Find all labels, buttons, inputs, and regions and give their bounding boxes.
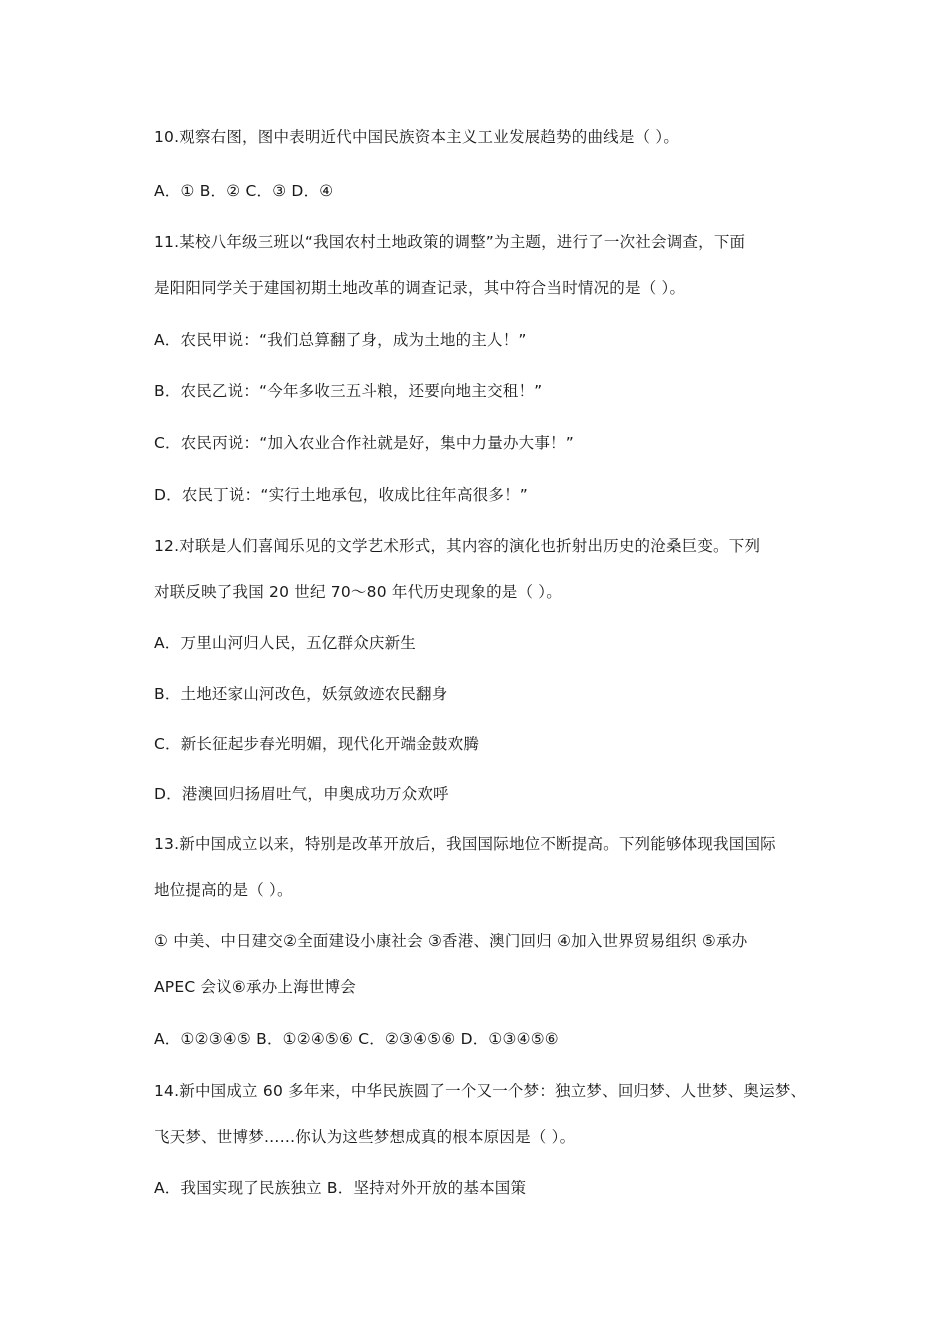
question-11-stem-line-1: 11.某校八年级三班以“我国农村土地政策的调整”为主题，进行了一次社会调查，下面: [154, 233, 746, 251]
question-11-stem-line-2: 是阳阳同学关于建国初期土地改革的调查记录，其中符合当时情况的是（ ）。: [154, 279, 686, 297]
question-13-stem-line-2: 地位提高的是（ ）。: [154, 881, 293, 899]
question-13-items-line-1: ① 中美、中日建交②全面建设小康社会 ③香港、澳门回归 ④加入世界贸易组织 ⑤承办: [154, 932, 748, 950]
question-14-options-line-1: A．我国实现了民族独立 B．坚持对外开放的基本国策: [154, 1179, 527, 1197]
question-12-option-d: D．港澳回归扬眉吐气，申奥成功万众欢呼: [154, 785, 449, 803]
question-14-stem-line-2: 飞天梦、世博梦……你认为这些梦想成真的根本原因是（ ）。: [154, 1128, 576, 1146]
question-12-option-a: A．万里山河归人民，五亿群众庆新生: [154, 634, 417, 652]
question-12-option-b: B．土地还家山河改色，妖氛敛迹农民翻身: [154, 685, 448, 703]
question-12-option-c: C．新长征起步春光明媚，现代化开端金鼓欢腾: [154, 735, 480, 753]
question-11-option-b: B．农民乙说：“今年多收三五斗粮，还要向地主交租！”: [154, 382, 543, 400]
question-14-stem-line-1: 14.新中国成立 60 多年来，中华民族圆了一个又一个梦：独立梦、回归梦、人世梦、奥运梦、: [154, 1082, 807, 1100]
question-10-stem: 10.观察右图，图中表明近代中国民族资本主义工业发展趋势的曲线是（ ）。: [154, 128, 680, 146]
question-12-stem-line-2: 对联反映了我国 20 世纪 70～80 年代历史现象的是（ ）。: [154, 583, 562, 601]
question-11-option-c: C．农民丙说：“加入农业合作社就是好，集中力量办大事！”: [154, 434, 574, 452]
question-11-option-d: D．农民丁说：“实行土地承包，收成比往年高很多！”: [154, 486, 528, 504]
question-13-options: A．①②③④⑤ B．①②④⑤⑥ C．②③④⑤⑥ D．①③④⑤⑥: [154, 1030, 559, 1048]
question-11-option-a: A．农民甲说：“我们总算翻了身，成为土地的主人！”: [154, 331, 527, 349]
question-13-stem-line-1: 13.新中国成立以来，特别是改革开放后，我国国际地位不断提高。下列能够体现我国国际: [154, 835, 776, 853]
question-13-items-line-2: APEC 会议⑥承办上海世博会: [154, 978, 356, 996]
question-12-stem-line-1: 12.对联是人们喜闻乐见的文学艺术形式，其内容的演化也折射出历史的沧桑巨变。下列: [154, 537, 761, 555]
question-10-options: A．① B．② C．③ D．④: [154, 182, 334, 200]
